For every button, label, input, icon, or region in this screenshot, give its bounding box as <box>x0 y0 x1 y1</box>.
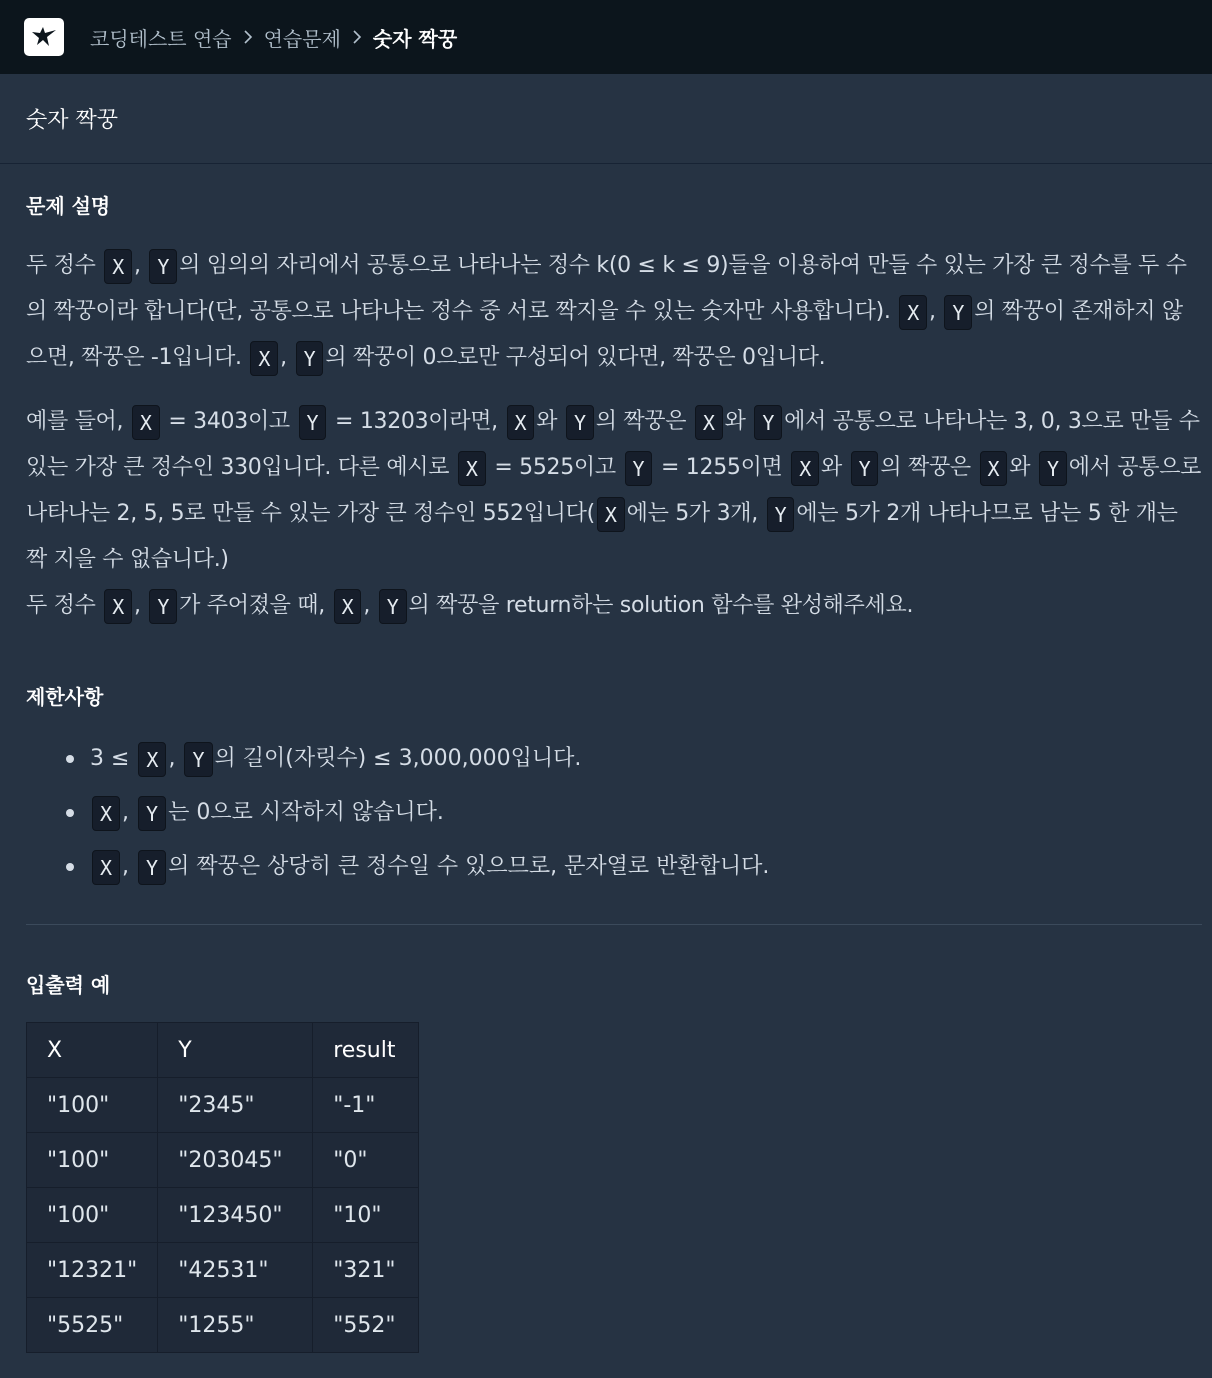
text: , <box>280 345 294 370</box>
text: 의 짝꿍이 존재하지 않으면, 짝꿍은 -1입니다. <box>26 299 1183 370</box>
text: 에서 공통으로 나타나는 2, 5, 5로 만들 수 있는 가장 큰 정수인 552입니다( <box>26 455 1202 526</box>
inline-code: Y <box>184 742 212 777</box>
text: = 1255이면 <box>654 455 790 480</box>
table-cell: "203045" <box>158 1133 313 1188</box>
breadcrumb-item-current: 숫자 짝꿍 <box>372 26 458 51</box>
text: 두 정수 <box>26 253 103 278</box>
top-navbar <box>0 0 1212 74</box>
text: = 5525이고 <box>487 455 623 480</box>
inline-code: X <box>507 405 535 440</box>
table-header-row <box>27 1023 419 1078</box>
inline-code: X <box>92 796 120 831</box>
text: 의 짝꿍은 <box>880 455 978 480</box>
table-cell: "42531" <box>158 1243 313 1298</box>
table-cell: "-1" <box>313 1078 419 1133</box>
table-row <box>27 1298 419 1353</box>
problem-header <box>0 74 1212 164</box>
table-cell: "552" <box>313 1298 419 1353</box>
text: , <box>134 253 148 278</box>
text: 가 주어졌을 때, <box>179 593 332 618</box>
table-cell: "100" <box>27 1133 158 1188</box>
section-divider <box>26 924 1202 925</box>
chevron-right-icon <box>352 29 362 45</box>
text: 의 짝꿍이 0으로만 구성되어 있다면, 짝꿍은 0입니다. <box>325 345 826 370</box>
text: , <box>134 593 148 618</box>
inline-code: Y <box>754 405 782 440</box>
chevron-right-icon <box>243 29 253 45</box>
column-header-y: Y <box>158 1023 313 1078</box>
list-item <box>26 732 1202 786</box>
column-header-result: result <box>313 1023 419 1078</box>
breadcrumb <box>90 23 457 52</box>
table-cell: "5525" <box>27 1298 158 1353</box>
text: 의 짝꿍은 상당히 큰 정수일 수 있으므로, 문자열로 반환합니다. <box>168 854 770 879</box>
table-cell: "123450" <box>158 1188 313 1243</box>
examples-table <box>26 1022 419 1353</box>
breadcrumb-item-coding-test[interactable]: 코딩테스트 연습 <box>90 26 232 51</box>
text: 에는 5가 3개, <box>626 501 765 526</box>
column-header-x: X <box>27 1023 158 1078</box>
text: 의 짝꿍을 return하는 solution 함수를 완성해주세요. <box>408 593 914 618</box>
text: , <box>122 854 137 879</box>
text: 와 <box>1009 455 1037 480</box>
inline-code: Y <box>138 850 166 885</box>
table-row <box>27 1133 419 1188</box>
list-item <box>26 840 1202 894</box>
inline-code: Y <box>566 405 594 440</box>
inline-code: X <box>899 295 927 330</box>
inline-code: X <box>695 405 723 440</box>
text: 와 <box>820 455 849 480</box>
inline-code: X <box>250 341 278 376</box>
description-paragraph-1 <box>26 243 1202 381</box>
inline-code: X <box>458 451 486 486</box>
text: = 3403이고 <box>161 409 297 434</box>
page-title: 숫자 짝꿍 <box>26 108 119 133</box>
list-item <box>26 786 1202 840</box>
table-row <box>27 1188 419 1243</box>
text: 의 길이(자릿수) ≤ 3,000,000입니다. <box>214 746 582 771</box>
text: 의 짝꿍은 <box>595 409 693 434</box>
inline-code: X <box>104 249 132 284</box>
table-cell: "100" <box>27 1188 158 1243</box>
inline-code: Y <box>379 589 407 624</box>
text: 에서 공통으로 나타나는 3, 0, 3으로 만들 수 있는 가장 큰 정수인 330입니다. 다른 예시로 <box>26 409 1200 480</box>
inline-code: Y <box>138 796 166 831</box>
table-cell: "321" <box>313 1243 419 1298</box>
text: 는 0으로 시작하지 않습니다. <box>168 800 444 825</box>
text: , <box>168 746 183 771</box>
inline-code: X <box>138 742 166 777</box>
text: , <box>929 299 943 324</box>
text: 두 정수 <box>26 593 103 618</box>
table-cell: "12321" <box>27 1243 158 1298</box>
inline-code: X <box>92 850 120 885</box>
description-heading: 문제 설명 <box>26 194 111 218</box>
text: 의 임의의 자리에서 공통으로 나타나는 정수 k(0 ≤ k ≤ 9)들을 이용하여 만들 수 있는 가장 큰 정수를 두 수의 짝꿍이라 합니다(단, 공통으로 나타나는 정수 중 서로 짝지을 수 있는 숫자만 사용합니다). <box>26 253 1187 324</box>
inline-code: X <box>334 589 362 624</box>
table-row <box>27 1243 419 1298</box>
inline-code: X <box>597 497 625 532</box>
text: 와 <box>536 409 564 434</box>
breadcrumb-item-practice[interactable]: 연습문제 <box>263 26 341 51</box>
table-cell: "2345" <box>158 1078 313 1133</box>
table-cell: "100" <box>27 1078 158 1133</box>
text: 와 <box>724 409 753 434</box>
table-cell: "1255" <box>158 1298 313 1353</box>
inline-code: X <box>791 451 819 486</box>
text: 3 ≤ <box>90 746 137 771</box>
inline-code: Y <box>944 295 972 330</box>
inline-code: Y <box>296 341 324 376</box>
text: = 13203이라면, <box>328 409 505 434</box>
inline-code: Y <box>149 589 177 624</box>
table-cell: "10" <box>313 1188 419 1243</box>
text: 예를 들어, <box>26 409 130 434</box>
examples-heading: 입출력 예 <box>26 973 111 997</box>
text: , <box>363 593 377 618</box>
inline-code: Y <box>1039 451 1067 486</box>
description-paragraph-3 <box>26 583 1202 629</box>
table-row <box>27 1078 419 1133</box>
inline-code: X <box>980 451 1008 486</box>
inline-code: Y <box>149 249 177 284</box>
text: , <box>122 800 137 825</box>
constraints-list <box>26 732 1202 894</box>
inline-code: X <box>104 589 132 624</box>
description-paragraph-2 <box>26 399 1202 583</box>
inline-code: Y <box>299 405 327 440</box>
text: 에는 5가 2개 나타나므로 남는 5 한 개는 짝 지을 수 없습니다.) <box>26 501 1178 572</box>
inline-code: Y <box>625 451 653 486</box>
inline-code: Y <box>767 497 795 532</box>
table-cell: "0" <box>313 1133 419 1188</box>
inline-code: Y <box>851 451 879 486</box>
inline-code: X <box>132 405 160 440</box>
problem-content <box>0 164 1212 1353</box>
constraints-heading: 제한사항 <box>26 685 104 709</box>
programmers-logo-icon[interactable] <box>24 18 64 56</box>
